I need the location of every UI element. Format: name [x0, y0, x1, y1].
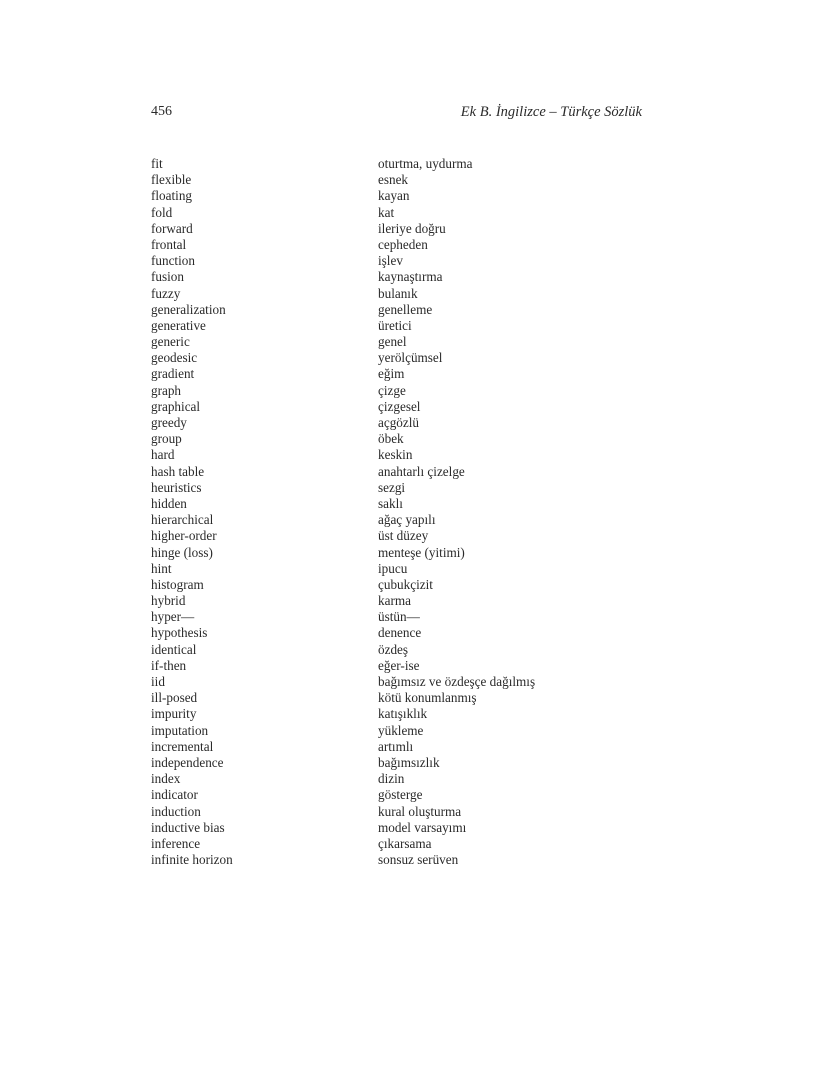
glossary-entry [151, 350, 651, 366]
turkish-translation: üretici [378, 317, 412, 333]
turkish-translation: saklı [378, 495, 403, 511]
turkish-translation: özdeş [378, 641, 409, 657]
glossary-entry [151, 496, 651, 512]
turkish-translation: bağımsız ve özdeşçe dağılmış [378, 674, 536, 689]
english-term: induction [151, 803, 201, 819]
glossary-entry [151, 156, 651, 172]
turkish-translation: işlev [378, 253, 403, 269]
english-term: iid [151, 674, 165, 689]
turkish-translation: model varsayımı [378, 819, 467, 835]
turkish-translation: sezgi [378, 479, 406, 495]
english-term: hash table [151, 463, 205, 479]
english-term: group [151, 431, 182, 447]
glossary-entry [151, 334, 651, 350]
english-term: hypothesis [151, 625, 208, 641]
english-term: greedy [151, 415, 187, 430]
english-term: infinite horizon [151, 852, 233, 868]
glossary-entry [151, 739, 651, 755]
english-term: generative [151, 317, 206, 333]
glossary-entry [151, 804, 651, 820]
glossary-entry [151, 820, 651, 836]
glossary-entry [151, 836, 651, 852]
glossary-entry [151, 253, 651, 269]
turkish-translation: cepheden [378, 236, 428, 252]
english-term: generalization [151, 301, 226, 317]
glossary-entry [151, 286, 651, 302]
english-term: fit [151, 156, 163, 171]
english-term: hyper— [151, 609, 195, 625]
glossary-entry [151, 609, 651, 625]
turkish-translation: sonsuz serüven [378, 852, 459, 868]
glossary-entry [151, 383, 651, 399]
glossary-entry [151, 674, 651, 690]
english-term: graphical [151, 398, 201, 414]
glossary-entry [151, 723, 651, 739]
turkish-translation: eğer-ise [378, 657, 420, 673]
glossary-entry [151, 593, 651, 609]
turkish-translation: genel [378, 334, 407, 350]
glossary-entry [151, 221, 651, 237]
english-term: incremental [151, 738, 214, 754]
turkish-translation: açgözlü [378, 415, 420, 430]
english-term: forward [151, 220, 193, 236]
glossary-entry [151, 787, 651, 803]
glossary-entry [151, 771, 651, 787]
glossary-entry [151, 269, 651, 285]
glossary-entry [151, 302, 651, 318]
turkish-translation: esnek [378, 172, 409, 188]
glossary-list [151, 156, 651, 868]
turkish-translation: çizge [378, 382, 406, 398]
english-term: hard [151, 447, 175, 463]
english-term: impurity [151, 706, 197, 722]
turkish-translation: oturtma, uydurma [378, 156, 473, 171]
turkish-translation: yükleme [378, 722, 424, 738]
glossary-entry [151, 706, 651, 722]
english-term: gradient [151, 366, 195, 382]
english-term: function [151, 253, 195, 269]
english-term: imputation [151, 722, 209, 738]
running-header: Ek B. İngilizce – Türkçe Sözlük [460, 104, 642, 120]
english-term: generic [151, 334, 190, 350]
turkish-translation: bulanık [378, 285, 418, 301]
english-term: higher-order [151, 528, 217, 544]
glossary-entry [151, 464, 651, 480]
turkish-translation: ağaç yapılı [378, 512, 436, 528]
turkish-translation: kaynaştırma [378, 269, 443, 285]
glossary-entry [151, 545, 651, 561]
english-term: floating [151, 188, 193, 204]
turkish-translation: kayan [378, 188, 410, 204]
english-term: hidden [151, 495, 187, 511]
turkish-translation: gösterge [378, 787, 423, 803]
english-term: indicator [151, 787, 198, 803]
turkish-translation: ileriye doğru [378, 220, 446, 236]
english-term: hierarchical [151, 512, 214, 528]
glossary-entry [151, 852, 651, 868]
turkish-translation: dizin [378, 771, 405, 787]
glossary-entry [151, 447, 651, 463]
glossary-entry [151, 755, 651, 771]
turkish-translation: yerölçümsel [378, 350, 443, 366]
english-term: fuzzy [151, 285, 181, 301]
english-term: if-then [151, 657, 187, 673]
turkish-translation: ipucu [378, 560, 408, 576]
english-term: ill-posed [151, 690, 198, 706]
turkish-translation: kural oluşturma [378, 803, 462, 819]
page-number: 456 [151, 104, 172, 119]
english-term: inference [151, 835, 201, 851]
glossary-entry [151, 625, 651, 641]
english-term: hybrid [151, 593, 186, 609]
english-term: flexible [151, 172, 192, 188]
turkish-translation: bağımsızlık [378, 754, 440, 770]
english-term: heuristics [151, 479, 202, 495]
glossary-entry [151, 318, 651, 334]
turkish-translation: üstün— [378, 609, 420, 625]
turkish-translation: anahtarlı çizelge [378, 463, 465, 479]
glossary-entry [151, 690, 651, 706]
glossary-entry [151, 415, 651, 431]
english-term: fusion [151, 269, 184, 285]
glossary-entry [151, 237, 651, 253]
turkish-translation: genelleme [378, 301, 433, 317]
english-term: fold [151, 204, 173, 220]
english-term: graph [151, 382, 182, 398]
turkish-translation: üst düzey [378, 528, 429, 544]
turkish-translation: menteşe (yitimi) [378, 544, 465, 560]
turkish-translation: kötü konumlanmış [378, 690, 477, 706]
turkish-translation: çizgesel [378, 398, 421, 414]
english-term: index [151, 771, 181, 787]
turkish-translation: denence [378, 625, 422, 641]
glossary-entry [151, 205, 651, 221]
glossary-entry [151, 366, 651, 382]
english-term: hint [151, 560, 172, 576]
english-term: inductive bias [151, 819, 225, 835]
glossary-entry [151, 577, 651, 593]
english-term: hinge (loss) [151, 544, 213, 560]
turkish-translation: eğim [378, 366, 405, 382]
glossary-entry [151, 658, 651, 674]
glossary-entry [151, 561, 651, 577]
turkish-translation: keskin [378, 447, 413, 463]
glossary-entry [151, 172, 651, 188]
turkish-translation: çubukçizit [378, 576, 433, 592]
turkish-translation: artımlı [378, 738, 414, 754]
english-term: independence [151, 754, 224, 770]
turkish-translation: öbek [378, 431, 404, 447]
glossary-entry [151, 528, 651, 544]
glossary-entry [151, 642, 651, 658]
glossary-entry [151, 399, 651, 415]
english-term: histogram [151, 576, 204, 592]
glossary-entry [151, 431, 651, 447]
glossary-entry [151, 480, 651, 496]
english-term: geodesic [151, 350, 198, 366]
turkish-translation: kat [378, 204, 395, 220]
glossary-entry [151, 512, 651, 528]
english-term: identical [151, 641, 197, 657]
turkish-translation: karma [378, 593, 411, 609]
glossary-entry [151, 188, 651, 204]
turkish-translation: çıkarsama [378, 835, 432, 851]
english-term: frontal [151, 236, 187, 252]
turkish-translation: katışıklık [378, 706, 428, 722]
